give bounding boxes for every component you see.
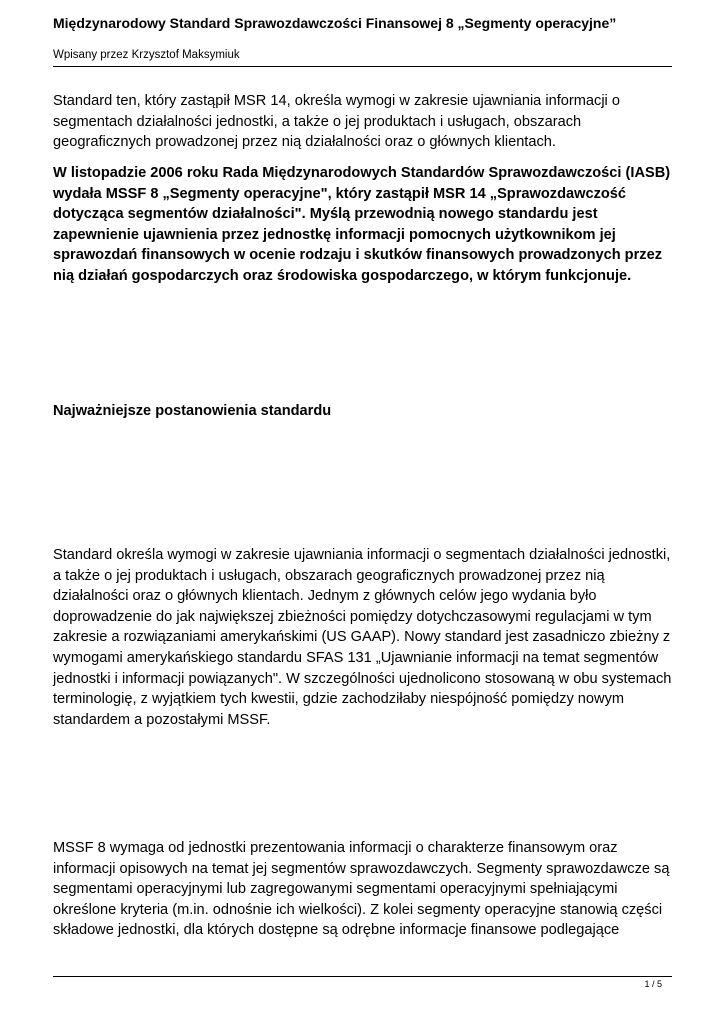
body-paragraph-2: MSSF 8 wymaga od jednostki prezentowania informacji o charakterze finansowym oraz informacji opisowych na temat jej segmentów sprawozdawczych. Segmenty sprawozdawcze są segmentami operacyjnymi lub zagregowanymi segmentami operacyjnymi spełniającymi określone kryteria (m.in. odnośnie ich wielkości). Z kolei segmenty operacyjne stanowią części składowe jednostki, dla których dostępne są odrębne informacje finansowe podlegające — [53, 840, 670, 939]
body-paragraph-1: Standard określa wymogi w zakresie ujawniania informacji o segmentach działalności jednostki, a także o jej produktach i usługach, obszarach geograficznych prowadzonej przez nią działalności oraz o głównych klientach. Jednym z głównych celów jego wydania było doprowadzenie do jak największej zbieżności pomiędzy dotychczasowymi regulacjami w tym zakresie a rozwiązaniami amerykańskimi (US GAAP). Nowy standard jest zasadniczo zbieżny z wymogami amerykańskiego standardu SFAS 131 „Ujawnianie informacji na temat segmentów jednostki i informacji powiązanych". W szczególności ujednolicono stosowaną w obu systemach terminologię, z wyjątkiem tych kwestii, gdzie zachodziłaby niespójność pomiędzy nowym standardem a pozostałymi MSSF. — [53, 547, 672, 728]
footer-divider — [53, 976, 672, 977]
lead-paragraph: W listopadzie 2006 roku Rada Międzynarodowych Standardów Sprawozdawczości (IASB) wydała MSSF 8 „Segmenty operacyjne", który zastąpił MSR 14 „Sprawozdawczość dotycząca segmentów działalności". Myślą przewodnią nowego standardu jest zapewnienie ujawnienia przez jednostkę informacji pomocnych użytkownikom jej sprawozdań finansowych w ocenie rodzaju i skutków finansowych prowadzonych przez nią działań gospodarczych oraz środowiska gospodarczego, w którym funkcjonuje. — [53, 165, 671, 284]
header-divider — [53, 66, 672, 67]
author-byline: Wpisany przez Krzysztof Maksymiuk — [53, 49, 240, 61]
section-heading: Najważniejsze postanowienia standardu — [53, 403, 332, 419]
intro-paragraph: Standard ten, który zastąpił MSR 14, określa wymogi w zakresie ujawniania informacji o segmentach działalności jednostki, a także o jej produktach i usługach, obszarach geograficznych prowadzonej przez nią działalności oraz o głównych klientach. — [53, 93, 620, 151]
page-number: 1 / 5 — [644, 979, 662, 989]
page-title: Międzynarodowy Standard Sprawozdawczości Finansowej 8 „Segmenty operacyjne” — [53, 15, 617, 31]
